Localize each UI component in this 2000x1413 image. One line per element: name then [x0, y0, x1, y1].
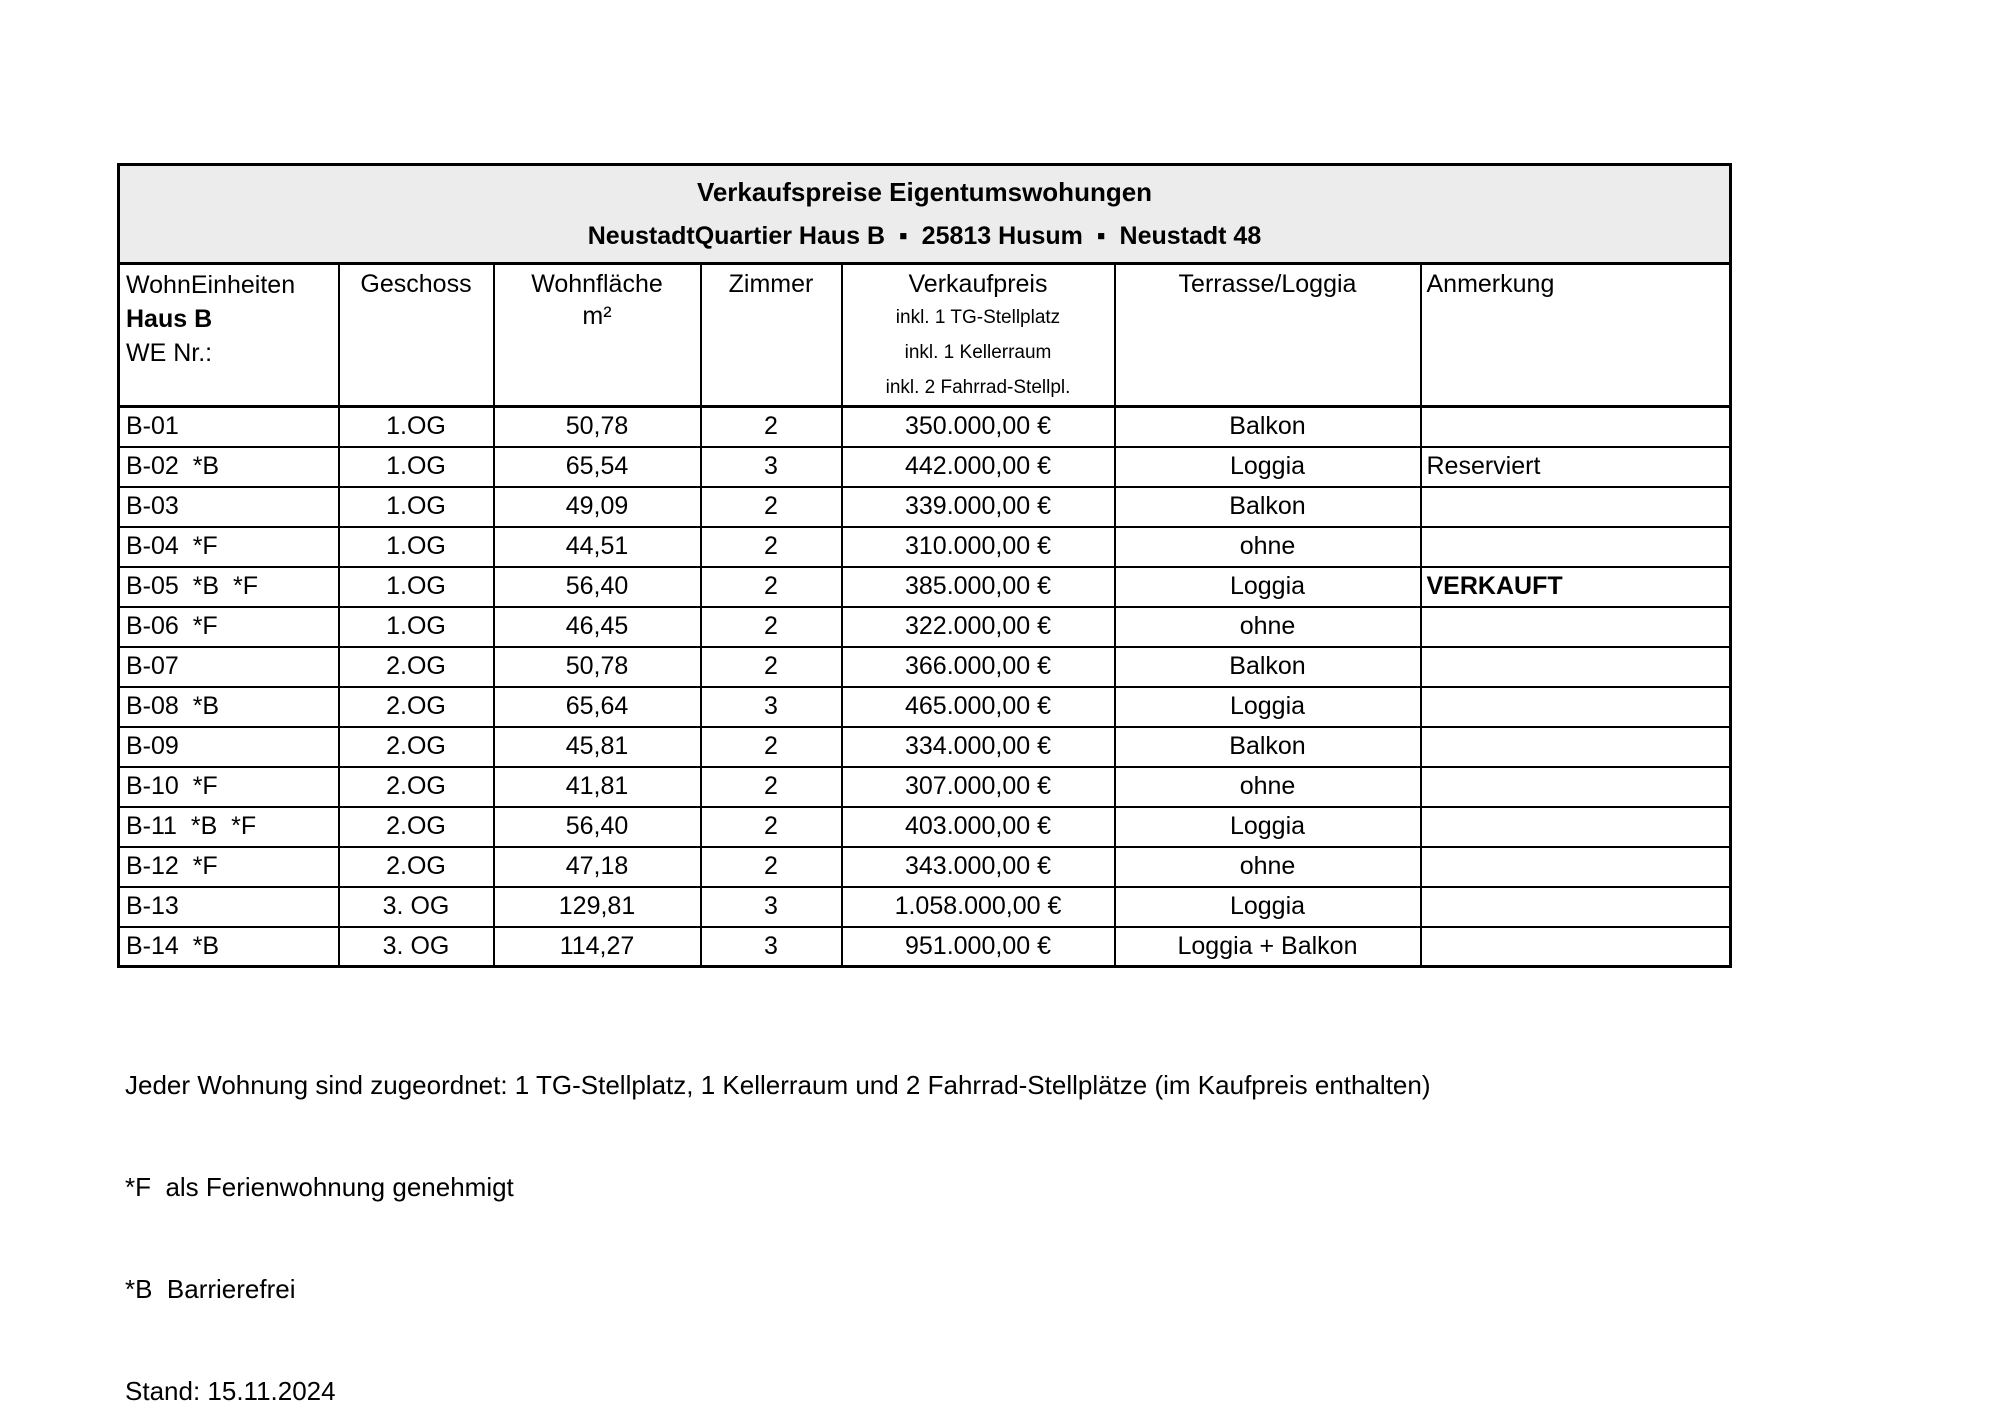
- cell-geschoss: 2.OG: [339, 727, 494, 767]
- header-wohneinheiten-line1: WohnEinheiten: [126, 271, 296, 299]
- cell-verkaufpreis: 951.000,00 €: [842, 927, 1115, 967]
- header-inkl-kellerraum: inkl. 1 Kellerraum: [904, 342, 1052, 363]
- cell-zimmer: 2: [701, 727, 842, 767]
- cell-verkaufpreis: 343.000,00 €: [842, 847, 1115, 887]
- cell-anmerkung: [1421, 767, 1731, 807]
- header-verkaufpreis: [842, 264, 1115, 407]
- cell-zimmer: 2: [701, 647, 842, 687]
- cell-anmerkung: [1421, 607, 1731, 647]
- cell-zimmer: 2: [701, 767, 842, 807]
- cell-terrasse-loggia: Loggia: [1115, 687, 1421, 727]
- cell-zimmer: 2: [701, 807, 842, 847]
- table-row: [119, 567, 1731, 607]
- cell-anmerkung: [1421, 647, 1731, 687]
- cell-wohnflaeche: 114,27: [494, 927, 701, 967]
- cell-terrasse-loggia: Loggia: [1115, 447, 1421, 487]
- cell-terrasse-loggia: ohne: [1115, 527, 1421, 567]
- cell-zimmer: 2: [701, 607, 842, 647]
- cell-wohnflaeche: 46,45: [494, 607, 701, 647]
- cell-wohnflaeche: 41,81: [494, 767, 701, 807]
- cell-zimmer: 2: [701, 487, 842, 527]
- cell-anmerkung: [1421, 927, 1731, 967]
- cell-verkaufpreis: 307.000,00 €: [842, 767, 1115, 807]
- header-wohnflaeche: [494, 264, 701, 407]
- cell-wohnflaeche: 50,78: [494, 407, 701, 447]
- cell-terrasse-loggia: ohne: [1115, 607, 1421, 647]
- cell-zimmer: 2: [701, 847, 842, 887]
- cell-anmerkung: VERKAUFT: [1421, 567, 1731, 607]
- cell-we-nr: B-11 *B *F: [119, 807, 339, 847]
- cell-zimmer: 3: [701, 887, 842, 927]
- cell-wohnflaeche: 44,51: [494, 527, 701, 567]
- cell-we-nr: B-03: [119, 487, 339, 527]
- cell-we-nr: B-09: [119, 727, 339, 767]
- cell-wohnflaeche: 56,40: [494, 807, 701, 847]
- cell-anmerkung: [1421, 727, 1731, 767]
- cell-anmerkung: [1421, 687, 1731, 727]
- cell-wohnflaeche: 129,81: [494, 887, 701, 927]
- table-row: [119, 407, 1731, 447]
- title-cell: [119, 165, 1731, 264]
- cell-we-nr: B-12 *F: [119, 847, 339, 887]
- header-we-nr: WE Nr.:: [126, 339, 213, 367]
- cell-terrasse-loggia: Balkon: [1115, 407, 1421, 447]
- footnote-ferienwohnung: *F als Ferienwohnung genehmigt: [125, 1172, 514, 1202]
- cell-zimmer: 2: [701, 567, 842, 607]
- cell-wohnflaeche: 45,81: [494, 727, 701, 767]
- footnotes: [125, 1000, 1431, 1413]
- cell-wohnflaeche: 47,18: [494, 847, 701, 887]
- cell-terrasse-loggia: Balkon: [1115, 647, 1421, 687]
- cell-we-nr: B-01: [119, 407, 339, 447]
- cell-terrasse-loggia: Loggia: [1115, 567, 1421, 607]
- cell-verkaufpreis: 350.000,00 €: [842, 407, 1115, 447]
- cell-wohnflaeche: 49,09: [494, 487, 701, 527]
- header-haus-b: Haus B: [126, 305, 213, 333]
- header-wohneinheiten: [119, 264, 339, 407]
- cell-wohnflaeche: 65,54: [494, 447, 701, 487]
- cell-we-nr: B-05 *B *F: [119, 567, 339, 607]
- cell-anmerkung: Reserviert: [1421, 447, 1731, 487]
- table-row: [119, 887, 1731, 927]
- document-subtitle: NeustadtQuartier Haus B ▪ 25813 Husum ▪ Neustadt 48: [587, 222, 1262, 250]
- table-row: [119, 647, 1731, 687]
- cell-anmerkung: [1421, 487, 1731, 527]
- cell-geschoss: 1.OG: [339, 527, 494, 567]
- cell-geschoss: 2.OG: [339, 847, 494, 887]
- header-wohnflaeche-unit: m²: [582, 302, 612, 330]
- cell-terrasse-loggia: ohne: [1115, 767, 1421, 807]
- cell-verkaufpreis: 322.000,00 €: [842, 607, 1115, 647]
- table-body: [119, 407, 1731, 967]
- cell-verkaufpreis: 442.000,00 €: [842, 447, 1115, 487]
- cell-geschoss: 2.OG: [339, 687, 494, 727]
- cell-zimmer: 3: [701, 687, 842, 727]
- cell-geschoss: 2.OG: [339, 807, 494, 847]
- table-row: [119, 767, 1731, 807]
- cell-wohnflaeche: 65,64: [494, 687, 701, 727]
- cell-geschoss: 2.OG: [339, 767, 494, 807]
- cell-we-nr: B-13: [119, 887, 339, 927]
- cell-geschoss: 1.OG: [339, 407, 494, 447]
- cell-zimmer: 3: [701, 447, 842, 487]
- header-verkaufpreis-label: Verkaufpreis: [908, 270, 1048, 298]
- cell-anmerkung: [1421, 887, 1731, 927]
- table-header-row: [119, 264, 1731, 407]
- cell-terrasse-loggia: Balkon: [1115, 727, 1421, 767]
- footnote-assignment: Jeder Wohnung sind zugeordnet: 1 TG-Stellplatz, 1 Kellerraum und 2 Fahrrad-Stellplätze (im Kaufpreis enthalten): [125, 1070, 1431, 1100]
- table-row: [119, 807, 1731, 847]
- header-zimmer: Zimmer: [701, 264, 842, 407]
- cell-we-nr: B-08 *B: [119, 687, 339, 727]
- cell-terrasse-loggia: Loggia: [1115, 807, 1421, 847]
- cell-geschoss: 1.OG: [339, 567, 494, 607]
- header-anmerkung: Anmerkung: [1421, 264, 1731, 407]
- cell-terrasse-loggia: ohne: [1115, 847, 1421, 887]
- cell-anmerkung: [1421, 407, 1731, 447]
- cell-we-nr: B-14 *B: [119, 927, 339, 967]
- header-inkl-fahrrad-stellpl: inkl. 2 Fahrrad-Stellpl.: [885, 377, 1071, 398]
- cell-anmerkung: [1421, 807, 1731, 847]
- cell-geschoss: 1.OG: [339, 607, 494, 647]
- cell-wohnflaeche: 50,78: [494, 647, 701, 687]
- header-inkl-tg-stellplatz: inkl. 1 TG-Stellplatz: [895, 307, 1061, 328]
- cell-anmerkung: [1421, 847, 1731, 887]
- cell-zimmer: 2: [701, 527, 842, 567]
- cell-we-nr: B-10 *F: [119, 767, 339, 807]
- cell-anmerkung: [1421, 527, 1731, 567]
- cell-zimmer: 2: [701, 407, 842, 447]
- cell-verkaufpreis: 385.000,00 €: [842, 567, 1115, 607]
- header-terrasse-loggia: Terrasse/Loggia: [1115, 264, 1421, 407]
- cell-we-nr: B-02 *B: [119, 447, 339, 487]
- cell-terrasse-loggia: Balkon: [1115, 487, 1421, 527]
- header-geschoss: Geschoss: [339, 264, 494, 407]
- table-row: [119, 727, 1731, 767]
- cell-verkaufpreis: 465.000,00 €: [842, 687, 1115, 727]
- cell-wohnflaeche: 56,40: [494, 567, 701, 607]
- cell-verkaufpreis: 1.058.000,00 €: [842, 887, 1115, 927]
- table-row: [119, 607, 1731, 647]
- cell-verkaufpreis: 366.000,00 €: [842, 647, 1115, 687]
- cell-geschoss: 2.OG: [339, 647, 494, 687]
- cell-zimmer: 3: [701, 927, 842, 967]
- footnote-stand-datum: Stand: 15.11.2024: [125, 1376, 336, 1406]
- cell-verkaufpreis: 403.000,00 €: [842, 807, 1115, 847]
- cell-we-nr: B-07: [119, 647, 339, 687]
- table-row: [119, 447, 1731, 487]
- cell-verkaufpreis: 310.000,00 €: [842, 527, 1115, 567]
- table-title-band: [119, 165, 1731, 264]
- cell-geschoss: 1.OG: [339, 487, 494, 527]
- table-row: [119, 927, 1731, 967]
- cell-we-nr: B-06 *F: [119, 607, 339, 647]
- footnote-barrierefrei: *B Barrierefrei: [125, 1274, 296, 1304]
- table-row: [119, 527, 1731, 567]
- cell-geschoss: 1.OG: [339, 447, 494, 487]
- cell-terrasse-loggia: Loggia: [1115, 887, 1421, 927]
- cell-verkaufpreis: 334.000,00 €: [842, 727, 1115, 767]
- header-wohnflaeche-label: Wohnfläche: [531, 270, 663, 298]
- cell-terrasse-loggia: Loggia + Balkon: [1115, 927, 1421, 967]
- table-row: [119, 487, 1731, 527]
- table-row: [119, 687, 1731, 727]
- price-table: [117, 163, 1732, 968]
- cell-verkaufpreis: 339.000,00 €: [842, 487, 1115, 527]
- cell-geschoss: 3. OG: [339, 927, 494, 967]
- table-row: [119, 847, 1731, 887]
- cell-geschoss: 3. OG: [339, 887, 494, 927]
- cell-we-nr: B-04 *F: [119, 527, 339, 567]
- document-title: Verkaufspreise Eigentumswohungen: [696, 177, 1153, 207]
